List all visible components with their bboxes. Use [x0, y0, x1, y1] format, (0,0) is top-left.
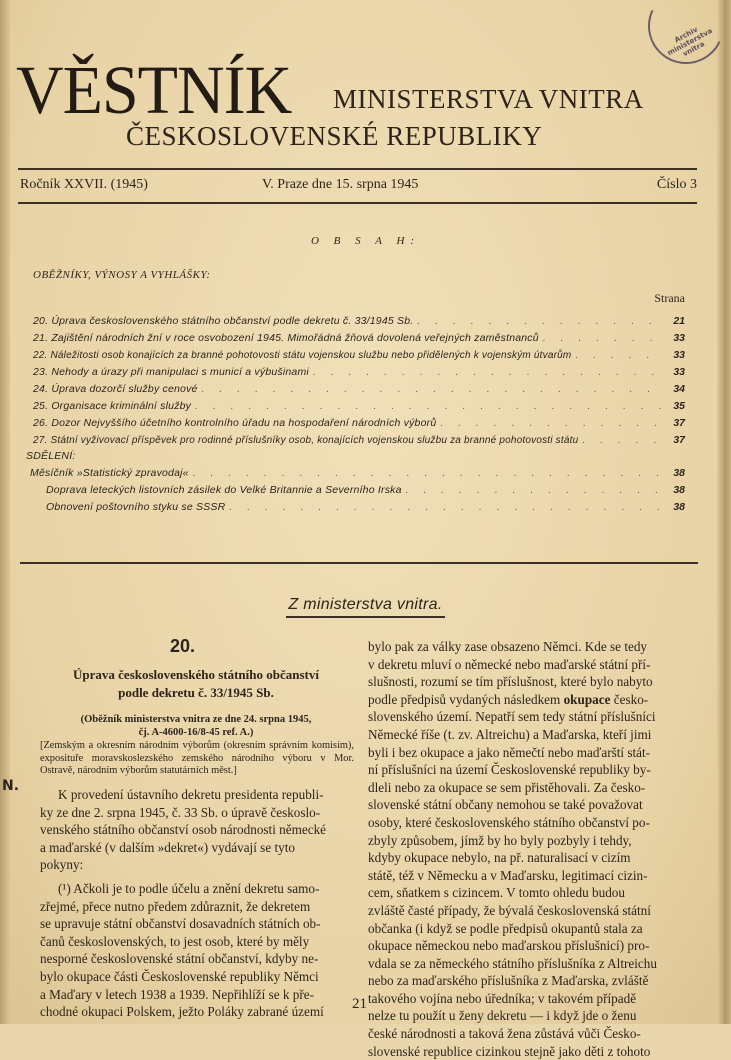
article-right-column — [368, 638, 698, 1060]
toc-item[interactable] — [33, 400, 685, 416]
notice-item[interactable] — [30, 467, 685, 483]
masthead-subtitle-2: ČESKOSLOVENSKÉ REPUBLIKY — [126, 121, 543, 151]
masthead-title: VĚSTNÍK — [16, 52, 292, 129]
section-title-text: Z ministerstva vnitra. — [286, 596, 444, 618]
toc-item-page: 34 — [673, 383, 685, 395]
article-subtitle-line: (Oběžník ministerstva vnitra ze dne 24. srpna 1945, — [80, 714, 312, 725]
leader-dots — [406, 484, 665, 496]
text-line: nebo za maďarského příslušníka z Maďarska, zvláště — [368, 973, 649, 989]
text-line: osoby, které československého státního občanství po- — [368, 814, 650, 830]
article-number: 20. — [170, 636, 196, 656]
issue-place-date: V. Praze dne 15. srpna 1945 — [262, 177, 419, 192]
issue-number: Číslo 3 — [656, 177, 697, 192]
text-line: K provedení ústavního dekretu presidenta republi- — [58, 787, 324, 802]
toc-item-title: 22. Náležitosti osob konajících za branné pohotovosti státu vojenskou službu nebo přidělených k vojenským útvarům — [33, 350, 572, 361]
page-column-label: Strana — [654, 291, 685, 305]
article-title-line: podle dekretu č. 33/1945 Sb. — [118, 685, 274, 700]
text-line: ní příslušníci na území Československé republiky by- — [368, 762, 651, 778]
leader-dots — [543, 332, 665, 344]
toc-item-title: 21. Zajištění národních žní v roce osvobození 1945. Mimořádná žňová dovolená veřejných zaměstnanců — [33, 332, 539, 344]
article-subtitle-line: čj. A-4600-16/8-45 ref. A.) — [138, 727, 254, 738]
leader-dots — [440, 417, 665, 429]
text-line: vdala se za německého státního příslušníka z Altreichu — [368, 955, 657, 971]
notice-item[interactable] — [46, 484, 685, 500]
text-line: kdyby okupace nebylo, na př. naturalisací v cizím — [368, 850, 631, 866]
text-line: bylo okupace části Československé republiky Němci — [40, 968, 319, 984]
toc-item[interactable] — [33, 417, 685, 433]
archive-stamp-text: Archiv ministerstva vnitra — [666, 25, 714, 59]
text-line: cem, sňatkem s cizincem. V tomto ohledu budou — [368, 885, 625, 901]
leader-dots — [575, 349, 665, 361]
notice-item-title: Doprava leteckých listovních zásilek do Velké Britannie a Severního Irska — [46, 484, 402, 496]
text-line: v dekretu mluví o německé nebo maďarské státní pří- — [368, 656, 651, 672]
paragraph — [40, 786, 354, 874]
text-line: ky ze dne 2. srpna 1945, č. 33 Sb. o úpravě českoslo- — [40, 804, 321, 820]
toc-item-page: 35 — [673, 400, 685, 412]
contents-bottom-rule — [20, 562, 698, 564]
text-line: bylo pak za války zase obsazeno Němci. Kde se tedy — [368, 639, 648, 654]
leader-dots — [193, 467, 665, 479]
leader-dots — [582, 434, 665, 446]
text-line: slušnosti, rozumí se tím příslušnost, které bylo nabyto — [368, 674, 653, 690]
text-line: dleli nebo za okupace se sem přistěhovali. Za česko- — [368, 779, 646, 795]
article-addressees: [Zemským a okresním národním výborům (okresním správním komisím), exposituře moravskoslezského zemského národního výboru v Mor. Ostravě, národním výborům statutárních měst.] — [40, 740, 354, 776]
toc-item-page: 33 — [673, 349, 685, 361]
notice-item-title: Obnovení poštovního styku se SSSR — [46, 501, 226, 513]
text-line: a maďarské (v dalším »dekret«) vydávají se tyto — [40, 839, 295, 855]
toc-item-title: 26. Dozor Nejvyššího účetního kontrolního úřadu na hospodaření národních výborů — [33, 417, 437, 429]
text-line: státě, též v Německu a v Maďarsku, legitimací cizin- — [368, 867, 648, 883]
text-line: zvláště časté případy, že bývalá československá státní — [368, 902, 651, 918]
text-line: (¹) Ačkoli je to podle účelu a znění dekretu samo- — [58, 880, 320, 896]
text-line: a Maďary v letech 1938 a 1939. Nepřihlíží se k pře- — [40, 986, 315, 1002]
contents-section-notices — [26, 450, 685, 466]
text-line: venského státního občanství osob národnosti německé — [40, 822, 327, 838]
toc-item[interactable] — [33, 332, 685, 348]
issue-volume: Ročník XXVII. (1945) — [20, 177, 148, 192]
leader-dots — [417, 315, 665, 327]
notice-item-page: 38 — [673, 484, 685, 496]
toc-item-title: 23. Nehody a úrazy při manipulaci s municí a výbušinami — [33, 366, 309, 378]
toc-item-page: 37 — [673, 434, 685, 446]
text-line: slovenského území. Nepatří sem tedy státní příslušníci — [368, 709, 656, 725]
text-line: občanka (i když se podle předpisů okupantů stala za — [368, 920, 643, 936]
margin-annotation: N. — [2, 778, 20, 794]
paragraph — [40, 880, 354, 1021]
leader-dots — [229, 501, 665, 513]
article-left-column — [40, 786, 354, 1021]
binding-edge-right — [717, 0, 731, 1024]
text-line: byli i bez okupace a jako němečtí nebo maďarští stát- — [368, 744, 651, 760]
toc-item[interactable] — [33, 434, 685, 450]
text-line: zbyly způsobem, jímž by ho byly pozbyly i tehdy, — [368, 832, 632, 848]
section-title — [0, 596, 731, 614]
toc-item-page: 33 — [673, 332, 685, 344]
toc-item-page: 37 — [673, 417, 685, 429]
text-line: chodné okupaci Polskem, ježto Poláky zabrané území — [40, 1004, 324, 1020]
masthead-subtitle-1: MINISTERSTVA VNITRA — [333, 84, 644, 114]
text-line: pokyny: — [40, 857, 84, 873]
toc-item-title: 24. Úprava dozorčí služby cenové — [33, 383, 198, 395]
notices-heading: SDĚLENÍ: — [26, 450, 76, 462]
text-line: slovenské státní občany nemohou se také považovat — [368, 797, 643, 813]
article-subtitle — [40, 713, 352, 739]
leader-dots — [195, 400, 665, 412]
text-line: podle předpisů vydaných následkem okupace česko- — [368, 691, 649, 707]
text-line: Německé říše (t. zv. Altreichu) a Maďarska, kteří jimi — [368, 726, 652, 742]
text-line: nesporné československé státní občanství, kdyby ne- — [40, 951, 319, 967]
leader-dots — [313, 366, 665, 378]
text-line: zřejmé, přece nutno předem zdůraznit, že dekretem — [40, 898, 311, 914]
page-number: 21 — [352, 996, 367, 1012]
toc-item[interactable] — [33, 383, 685, 399]
notice-item-page: 38 — [673, 467, 685, 479]
text-line: nelze tu použít u ženy dekretu — i když jde o ženu — [368, 1008, 637, 1024]
notice-item[interactable] — [46, 501, 685, 517]
toc-item[interactable] — [33, 366, 685, 382]
text-line: se upravuje státní občanství dosavadních státních ob- — [40, 916, 321, 932]
toc-item[interactable] — [33, 349, 685, 365]
header-rule-top — [18, 168, 697, 170]
toc-item-page: 33 — [673, 366, 685, 378]
notice-item-page: 38 — [673, 501, 685, 513]
toc-item-page: 21 — [673, 315, 685, 327]
text-line: čanů československých, to jest osob, které by měly — [40, 933, 310, 949]
notice-item-title: Měsíčník »Statistický zpravodaj« — [30, 467, 189, 479]
contents-section-circulars: OBĚŽNÍKY, VÝNOSY A VYHLÁŠKY: — [33, 269, 211, 281]
header-rule-bottom — [18, 202, 697, 204]
binding-edge-left — [0, 0, 10, 1024]
text-line: takového vojína nebo úředníka; v takovém případě — [368, 990, 637, 1006]
leader-dots — [202, 383, 665, 395]
toc-item-title: 25. Organisace kriminální služby — [33, 400, 192, 412]
text-line: české národnosti a taková žena zůstává vůči Česko- — [368, 1026, 641, 1042]
toc-item[interactable] — [33, 315, 685, 331]
contents-heading: O B S A H: — [310, 235, 421, 247]
article-title-line: Úprava československého státního občanství — [73, 667, 319, 682]
toc-item-title: 27. Státní vyživovací příspěvek pro rodinné příslušníky osob, konajících vojenskou službu za branné pohotovosti státu — [33, 435, 579, 446]
toc-item-title: 20. Úprava československého státního občanství podle dekretu č. 33/1945 Sb. — [33, 315, 414, 327]
article-title — [40, 666, 352, 702]
text-line: okupace německou nebo maďarskou příslušnicí) pro- — [368, 938, 650, 954]
text-line: slovenské republice cizinkou stejně jako děti z tohoto — [368, 1043, 651, 1059]
